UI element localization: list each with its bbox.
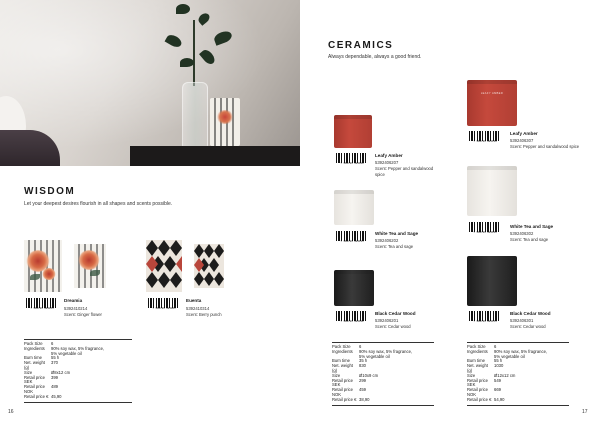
harlequin-pattern: [146, 240, 182, 292]
candle-leafy-amber-large: [467, 80, 517, 126]
product-scent-black-cedar-small: Scent: Cedar wood: [375, 324, 411, 329]
spec-value: 90% soy wax, 5% fragrance,: [359, 348, 413, 354]
candle-dreamia-large: [24, 240, 62, 292]
spec-label: Retail price NOK: [467, 387, 488, 397]
product-scent-white-tea-large: Scent: Tea and sage: [510, 237, 549, 242]
barcode-black-cedar-large: [467, 311, 503, 325]
product-scent-dreamia: Scent: Ginger flower: [64, 312, 102, 317]
page-number-left: 16: [8, 409, 14, 415]
spec-value: 35 h: [359, 358, 368, 364]
spec-table-wisdom: [24, 339, 132, 403]
spec-value: 5% vegetable oil: [494, 353, 525, 359]
barcode-digits: 7 392706 824122: [340, 320, 364, 323]
spec-rule-top: [332, 342, 434, 343]
barcode-leafy-amber-large: [467, 131, 503, 145]
spec-label: Pack Size: [332, 344, 351, 349]
section-subtitle-ceramics: Always dependable, always a good friend.: [328, 54, 422, 60]
barcode-digits: 7 392706 824053: [30, 307, 54, 310]
product-name-white-tea-small: White Tea and Sage: [375, 231, 419, 236]
spec-label: Size: [332, 372, 341, 378]
product-number-black-cedar-small: 5392406201: [375, 318, 399, 323]
spec-label: Burn time: [332, 358, 350, 364]
spec-label: Retail price SEK: [467, 377, 488, 388]
spec-value: 5% vegetable oil: [359, 353, 390, 359]
spec-table-ceramics-large: [467, 342, 569, 406]
barcode-digits: 7 392706 824108: [340, 162, 364, 165]
spec-value: 299: [359, 377, 366, 383]
spec-label: Retail price SEK: [332, 377, 353, 388]
spec-label: Burn time: [24, 355, 42, 361]
spec-value: 6: [494, 344, 497, 349]
section-title-wisdom: WISDOM: [24, 186, 76, 197]
product-number-leafy-amber-large: 5392406307: [510, 138, 534, 143]
candle-label: LEAFY AMBER: [480, 92, 504, 95]
barcode-black-cedar-small: [334, 311, 370, 325]
barcode-dreamia: [24, 298, 60, 312]
product-scent-leafy-amber-small: Scent: Pepper and sandalwood: [375, 166, 434, 171]
spec-rule-bottom: [24, 402, 132, 403]
spec-value: 549: [494, 377, 501, 383]
spec-label: Retail price SEK: [24, 374, 45, 385]
spec-value: 370: [51, 360, 58, 366]
spec-value: 6: [51, 341, 54, 346]
product-scent-euenta: Scent: Berry punch: [186, 312, 222, 317]
spec-table-ceramics-small: [332, 342, 434, 406]
spec-label: Burn time: [467, 358, 485, 364]
spec-rule-top: [467, 342, 569, 343]
barcode-digits: 7 392706 824146: [473, 231, 497, 234]
spec-label: Retail price €: [467, 396, 492, 402]
spec-label: Retail price €: [24, 393, 49, 399]
glass-vase: [182, 82, 208, 148]
spec-label: Retail price NOK: [332, 387, 353, 397]
product-name-leafy-amber-large: Leafy Amber: [510, 131, 538, 136]
spec-value: 830: [359, 363, 366, 369]
harlequin-pattern: [194, 244, 224, 288]
product-scent-leafy-amber-small-cont: spice: [375, 172, 385, 177]
product-name-dreamia: Dreamia: [64, 298, 83, 303]
barcode-leafy-amber-small: [334, 153, 370, 167]
barcode-digits: 7 392706 824153: [473, 320, 497, 323]
barcode-euenta: [146, 298, 182, 312]
product-name-leafy-amber-small: Leafy Amber: [375, 153, 403, 158]
spec-rule-bottom: [467, 405, 569, 406]
candle-euenta-large: [146, 240, 182, 292]
product-name-white-tea-large: White Tea and Sage: [510, 224, 554, 229]
spec-value: 459: [359, 387, 366, 393]
right-page: [300, 0, 600, 424]
product-name-euenta: Euenta: [186, 298, 202, 303]
spec-value: 55 h: [51, 355, 60, 361]
barcode-white-tea-large: [467, 222, 503, 236]
spec-label: Ingredients: [467, 348, 488, 354]
product-name-black-cedar-large: Black Cedar Wood: [510, 311, 551, 316]
section-title-ceramics: CERAMICS: [328, 40, 394, 51]
barcode-digits: 7 392706 824115: [340, 240, 364, 243]
spec-value: 669: [494, 387, 501, 393]
spec-label: Size: [467, 372, 476, 378]
candle-leafy-amber-small: [334, 115, 372, 148]
product-number-euenta: 5392410314: [186, 306, 210, 311]
section-subtitle-wisdom: Let your deepest desires flourish in all shapes and scents possible.: [24, 201, 173, 207]
candle-white-tea-small: [334, 190, 374, 225]
plant-leaf: [180, 58, 194, 67]
spec-label: Net. weight (g): [332, 363, 353, 373]
spec-rule-top: [24, 339, 132, 340]
product-number-white-tea-small: 5392406202: [375, 238, 399, 243]
hero-candle: [210, 98, 240, 146]
spec-label: Net. weight (g): [467, 363, 488, 373]
candle-black-cedar-large: [467, 256, 517, 306]
plant-stem: [193, 20, 195, 86]
spec-rule-bottom: [332, 405, 434, 406]
spec-label: Pack Size: [24, 341, 43, 346]
spec-value: 54,90: [494, 396, 505, 402]
product-scent-white-tea-small: Scent: Tea and sage: [375, 244, 414, 249]
spec-value: 1030: [494, 363, 504, 369]
spec-label: Retail price €: [332, 396, 357, 402]
spec-label: Size: [24, 369, 33, 375]
spec-label: Net. weight (g): [24, 360, 45, 370]
spec-value: Ø10x9 cm: [359, 372, 379, 378]
spec-value: 399: [51, 374, 58, 380]
product-scent-leafy-amber-large: Scent: Pepper and sandalwood spice: [510, 144, 580, 149]
product-name-black-cedar-small: Black Cedar Wood: [375, 311, 416, 316]
product-number-black-cedar-large: 5392406301: [510, 318, 534, 323]
candle-black-cedar-small: [334, 270, 374, 306]
product-scent-black-cedar-large: Scent: Cedar wood: [510, 324, 546, 329]
hero-photo: [0, 0, 300, 166]
candle-white-tea-large: [467, 166, 517, 216]
spec-value: 6: [359, 344, 362, 349]
barcode-white-tea-small: [334, 231, 370, 245]
spec-label: Ingredients: [332, 348, 353, 354]
spec-value: 90% soy wax, 5% fragrance,: [51, 345, 105, 351]
candle-euenta-small: [194, 244, 224, 288]
plant-leaf: [176, 4, 190, 14]
spec-value: Ø8x12 cm: [51, 369, 71, 375]
spec-value: 38,90: [359, 396, 370, 402]
table-top: [130, 146, 300, 166]
barcode-digits: 7 392706 824061: [152, 307, 176, 310]
spec-label: Ingredients: [24, 345, 45, 351]
candle-dreamia-small: [74, 244, 106, 288]
product-number-white-tea-large: 5392406302: [510, 231, 534, 236]
spec-value: 489: [51, 384, 58, 390]
product-number-dreamia: 5392410214: [64, 306, 88, 311]
product-number-leafy-amber-small: 5392406207: [375, 160, 399, 165]
spec-value: 55 h: [494, 358, 503, 364]
spec-label: Retail price NOK: [24, 384, 45, 394]
spec-value: 90% soy wax, 5% fragrance,: [494, 348, 548, 354]
barcode-digits: 7 392706 824139: [473, 140, 497, 143]
spec-label: Pack Size: [467, 344, 486, 349]
spec-value: Ø12x12 cm: [494, 372, 516, 378]
page-number-right: 17: [582, 409, 588, 415]
spec-value: 45,90: [51, 393, 62, 399]
spec-value: 5% vegetable oil: [51, 350, 82, 356]
